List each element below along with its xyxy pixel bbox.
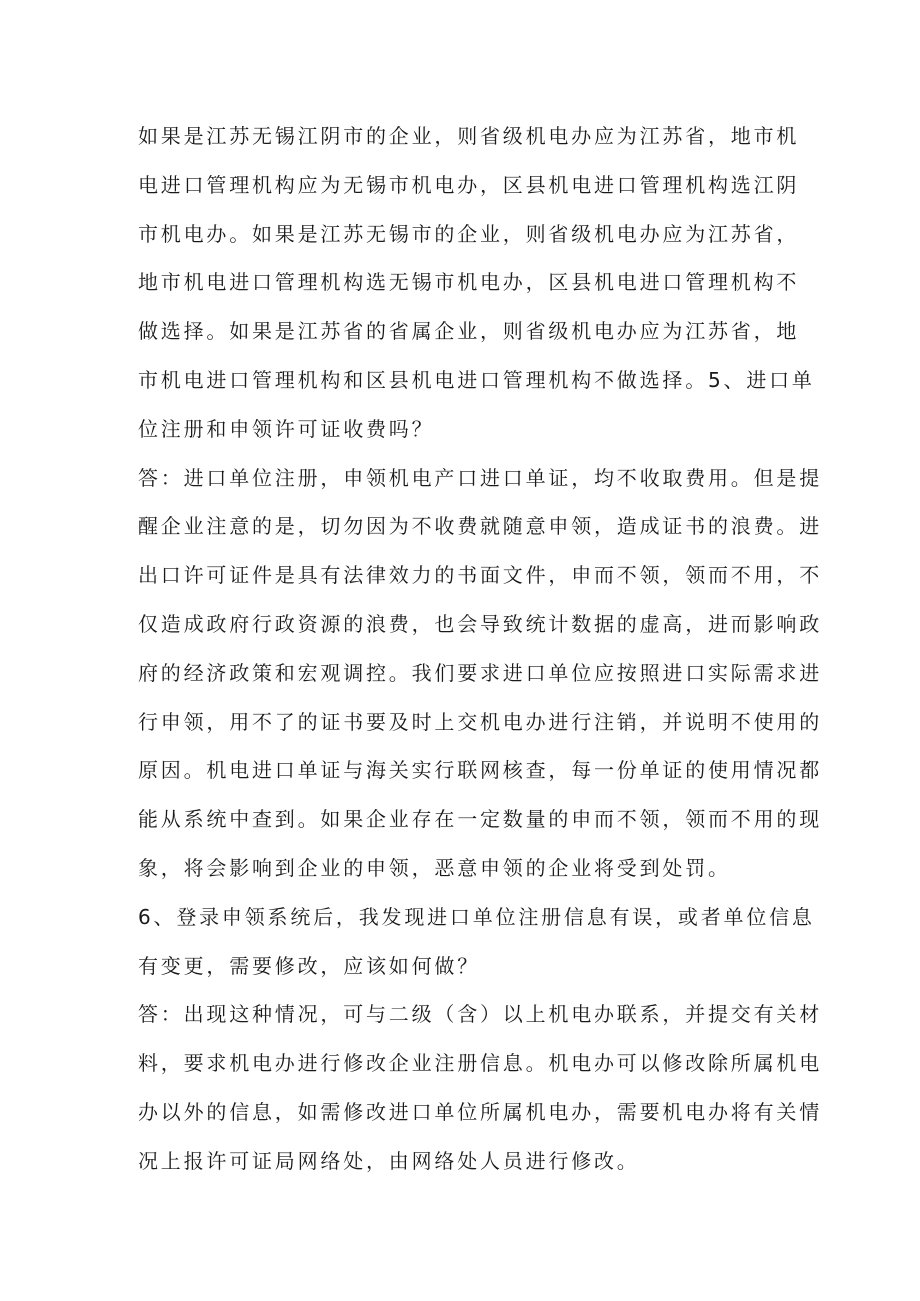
text-line: 况上报许可证局网络处，由网络处人员进行修改。 — [138, 1148, 640, 1173]
text-line: 仅造成政府行政资源的浪费，也会导致统计数据的虚高，进而影响政 — [138, 611, 822, 636]
text-line: 府的经济政策和宏观调控。我们要求进口单位应按照进口实际需求进 — [138, 660, 822, 685]
text-line: 答：进口单位注册，申领机电产口进口单证，均不收取费用。但是提 — [138, 465, 822, 490]
text-line: 醒企业注意的是，切勿因为不收费就随意申领，造成证书的浪费。进 — [138, 514, 822, 539]
text-line: 答：出现这种情况，可与二级（含）以上机电办联系，并提交有关材 — [138, 1002, 822, 1027]
text-line: 行申领，用不了的证书要及时上交机电办进行注销，并说明不使用的 — [138, 709, 822, 734]
text-line: 电进口管理机构应为无锡市机电办，区县机电进口管理机构选江阴 — [138, 172, 800, 197]
text-line: 做选择。如果是江苏省的省属企业，则省级机电办应为江苏省，地 — [138, 319, 800, 344]
text-line: 地市机电进口管理机构选无锡市机电办，区县机电进口管理机构不 — [138, 270, 800, 295]
text-line: 原因。机电进口单证与海关实行联网核查，每一份单证的使用情况都 — [138, 758, 822, 783]
text-line: 出口许可证件是具有法律效力的书面文件，申而不领，领而不用，不 — [138, 563, 822, 588]
text-line: 位注册和申领许可证收费吗？ — [138, 416, 435, 441]
text-line: 有变更，需要修改，应该如何做？ — [138, 953, 480, 978]
text-line: 市机电办。如果是江苏无锡市的企业，则省级机电办应为江苏省， — [138, 221, 800, 246]
text-line: 办以外的信息，如需修改进口单位所属机电办，需要机电办将有关情 — [138, 1099, 822, 1124]
text-line: 如果是江苏无锡江阴市的企业，则省级机电办应为江苏省，地市机 — [138, 124, 800, 148]
document-body — [138, 112, 822, 1186]
text-line: 象，将会影响到企业的申领，恶意申领的企业将受到处罚。 — [138, 855, 731, 880]
text-line: 6、登录申领系统后，我发现进口单位注册信息有误，或者单位信息 — [138, 904, 815, 929]
text-line: 市机电进口管理机构和区县机电进口管理机构不做选择。5、进口单 — [138, 367, 815, 392]
text-line: 料，要求机电办进行修改企业注册信息。机电办可以修改除所属机电 — [138, 1051, 822, 1076]
text-line: 能从系统中查到。如果企业存在一定数量的申而不领，领而不用的现 — [138, 807, 822, 832]
